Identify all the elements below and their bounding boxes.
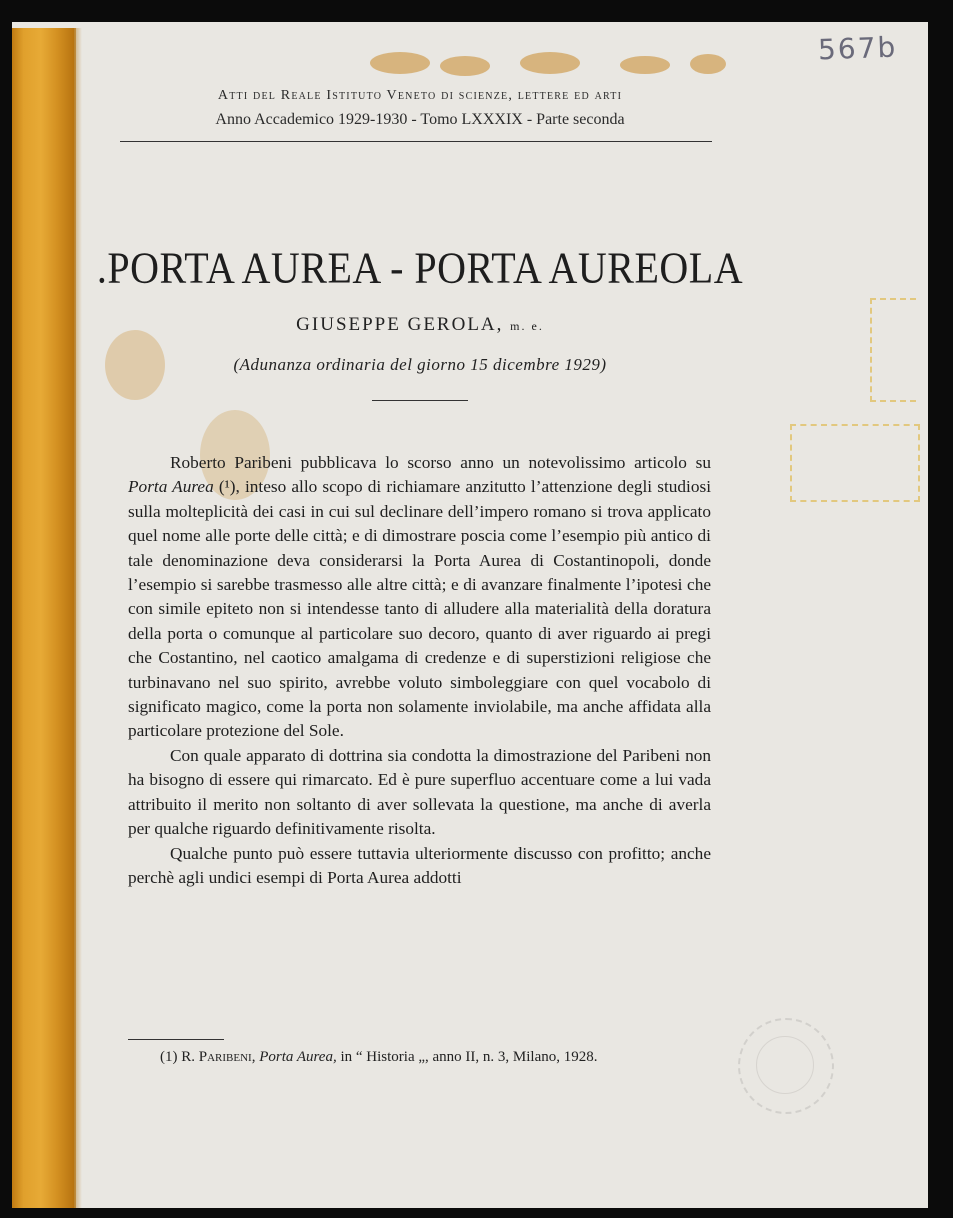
stain [620, 56, 670, 74]
paragraph-text: Roberto Paribeni pubblicava lo scorso anno un notevolissimo articolo su [170, 453, 711, 472]
handwritten-note: 567b [817, 30, 898, 67]
paragraph-text: (¹), inteso allo scopo di richiamare anzitutto l’attenzione degli studiosi sulla molteplicità dei casi in cui sul declinare dell’impero romano si trova applicato quel nome alle porte delle città; e di dimostrare poscia come l’esempio più antico di tale denominazione deva considerarsi la Porta Aurea di Costantinopoli, donde l’esempio si sarebbe trasmesso alle altre città; e di avanzare finalmente l’ipotesi che con simile epiteto non si intendesse tanto di alludere alla materialità della doratura della porta o comunque al particolare suo decoro, quanto di aver riguardo ai pregi che Costantino, nel caotico amalgama di credenze e di superstizioni religiose che turbinavano nel suo spirito, avrebbe voluto simboleggiare con quel vocabolo di significato magico, come la porta non solamente inviolabile, ma anche affidata alla particolare protezione del Sole. [128, 477, 711, 741]
footnote-text: in “ Historia „, anno II, n. 3, Milano, 1928. [336, 1049, 598, 1065]
stain-mark [870, 298, 916, 402]
footnote-title: Porta Aurea, [259, 1049, 337, 1065]
footnote-marker: (1) [160, 1049, 182, 1065]
stain [440, 56, 490, 76]
paragraph: Con quale apparato di dottrina sia condotta la dimostrazione del Paribeni non ha bisogno di essere qui rimarcato. Ed è pure superfluo accentuare come a lui vada attribuito il merito non soltanto di aver sollevata la questione, ma anche di averla per qualche riguardo definitivamente risolta. [128, 745, 711, 839]
italic-term: Porta Aurea [128, 477, 214, 497]
stain [370, 52, 430, 74]
paragraph [128, 451, 711, 744]
journal-volume: Anno Accademico 1929-1930 - Tomo LXXXIX - Parte seconda [215, 111, 625, 128]
journal-header: Atti del Reale Istituto Veneto di scienze, lettere ed arti [217, 88, 623, 103]
stain [690, 54, 726, 74]
binding-spine [12, 28, 76, 1208]
footnote-author: R. Paribeni, [181, 1049, 256, 1065]
title-rule [372, 400, 468, 401]
footnote-rule [128, 1039, 224, 1040]
article-title: .PORTA AUREA - PORTA AUREOLA [96, 242, 744, 293]
author-line [120, 314, 720, 336]
footnote [128, 1045, 711, 1069]
stain [520, 52, 580, 74]
library-stamp-inner [756, 1036, 814, 1094]
meeting-date: (Adunanza ordinaria del giorno 15 dicembre 1929) [233, 355, 607, 374]
author-suffix: m. e. [510, 319, 544, 333]
article-body [128, 451, 711, 890]
author-name: GIUSEPPE GEROLA, [296, 314, 504, 335]
paragraph: Qualche punto può essere tuttavia ulteriormente discusso con profitto; anche perchè agli undici esempi di Porta Aurea addotti [128, 843, 711, 887]
header-rule [120, 141, 712, 142]
stain-mark [790, 424, 920, 502]
spine-edge [74, 28, 82, 1208]
